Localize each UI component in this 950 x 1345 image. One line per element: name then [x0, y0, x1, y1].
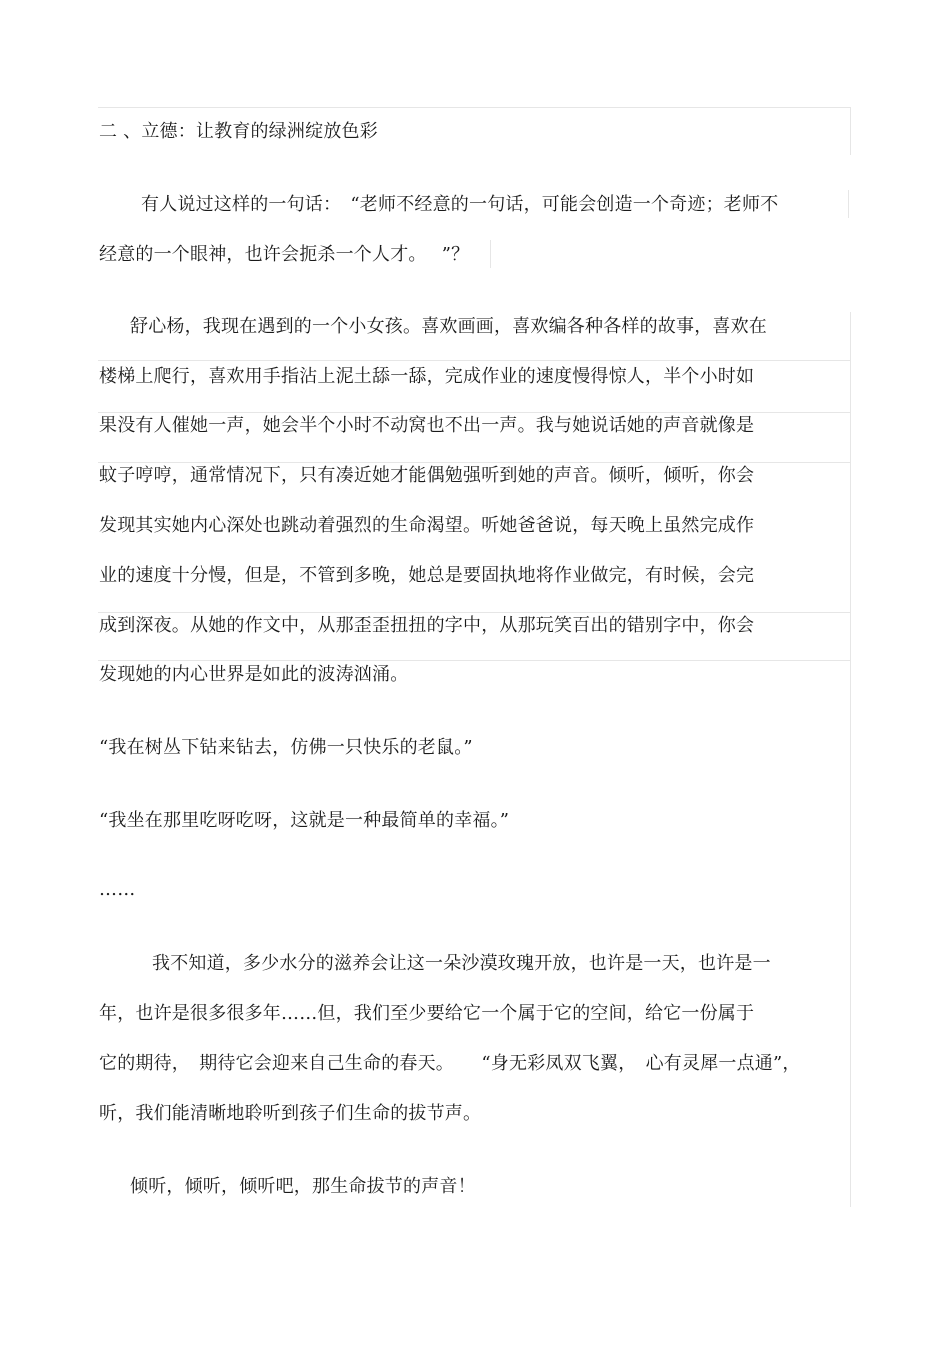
divider: [98, 462, 850, 463]
divider: [98, 660, 850, 661]
divider: [98, 360, 850, 361]
divider: [98, 412, 850, 413]
paragraph-line: 成到深夜。从她的作文中，从那歪歪扭扭的字中，从那玩笑百出的错别字中，你会: [99, 615, 755, 636]
paragraph-line: 有人说过这样的一句话： “老师不经意的一句话，可能会创造一个奇迹；老师不: [141, 194, 779, 215]
paragraph-line: 楼梯上爬行，喜欢用手指沾上泥土舔一舔，完成作业的速度慢得惊人，半个小时如: [99, 366, 755, 387]
paragraph-line: 听，我们能清晰地聆听到孩子们生命的拔节声。: [99, 1103, 482, 1124]
paragraph-line: 舒心杨，我现在遇到的一个小女孩。喜欢画画，喜欢编各种各样的故事，喜欢在: [130, 316, 767, 337]
section-heading: 二 、立德：让教育的绿洲绽放色彩: [99, 121, 378, 142]
paragraph-line: 发现她的内心世界是如此的波涛汹涌。: [99, 664, 409, 685]
divider: [98, 612, 850, 613]
paragraph-line: 果没有人催她一声，她会半个小时不动窝也不出一声。我与她说话她的声音就像是: [99, 415, 755, 436]
quote-line: “我坐在那里吃呀吃呀，这就是一种最简单的幸福。”: [99, 810, 510, 831]
paragraph-line: 经意的一个眼神，也许会扼杀一个人才。 ”？: [99, 244, 470, 265]
paragraph-line: 业的速度十分慢，但是，不管到多晚，她总是要固执地将作业做完，有时候，会完: [99, 565, 755, 586]
divider: [848, 190, 849, 218]
paragraph-line: 年，也许是很多很多年……但，我们至少要给它一个属于它的空间，给它一份属于: [99, 1003, 755, 1024]
divider: [490, 240, 491, 268]
paragraph-line: 它的期待， 期待它会迎来自己生命的春天。 “身无彩凤双飞翼， 心有灵犀一点通”，: [99, 1053, 801, 1074]
quote-line: “我在树丛下钻来钻去，仿佛一只快乐的老鼠。”: [99, 737, 473, 758]
closing-line: 倾听，倾听，倾听吧，那生命拔节的声音！: [130, 1176, 476, 1197]
divider: [98, 107, 850, 108]
divider: [850, 107, 851, 155]
paragraph-line: 我不知道，多少水分的滋养会让这一朵沙漠玫瑰开放，也许是一天，也许是一: [152, 953, 771, 974]
divider: [850, 662, 851, 1207]
paragraph-line: 发现其实她内心深处也跳动着强烈的生命渴望。听她爸爸说，每天晚上虽然完成作: [99, 515, 755, 536]
divider: [850, 312, 851, 662]
paragraph-line: 蚊子哼哼，通常情况下，只有凑近她才能偶勉强听到她的声音。倾听，倾听，你会: [99, 465, 755, 486]
ellipsis-line: ……: [99, 879, 136, 900]
